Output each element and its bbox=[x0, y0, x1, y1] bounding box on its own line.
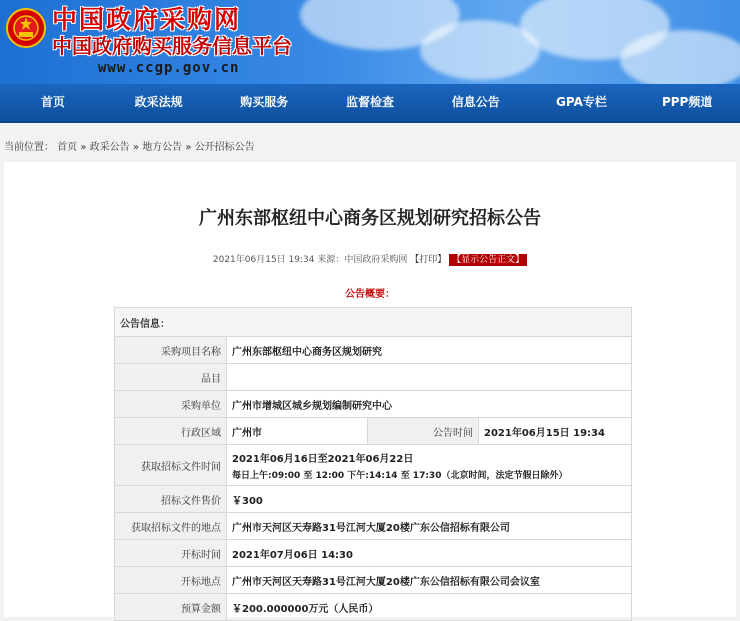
site-url: www.ccgp.gov.cn bbox=[98, 60, 240, 76]
nav-announcements[interactable]: 信息公告 bbox=[451, 95, 500, 109]
field-label: 公告时间 bbox=[368, 418, 479, 445]
field-label: 预算金额 bbox=[115, 594, 227, 621]
breadcrumb-prefix: 当前位置： bbox=[4, 142, 54, 153]
table-row bbox=[115, 445, 632, 486]
print-button[interactable]: 【打印】 bbox=[410, 255, 447, 265]
field-value: 2021年06月15日 19:34 bbox=[479, 418, 632, 445]
field-label: 品目 bbox=[115, 364, 227, 391]
nav-regulations[interactable]: 政采法规 bbox=[134, 95, 183, 109]
field-label: 采购单位 bbox=[115, 391, 227, 418]
field-value: 广州东部枢纽中心商务区规划研究 bbox=[227, 337, 632, 364]
table-row bbox=[115, 594, 632, 621]
page-title: 广州东部枢纽中心商务区规划研究招标公告 bbox=[199, 208, 541, 229]
doc-time-hours: 每日上午:09:00 至 12:00 下午:14:14 至 17:30（北京时间，法定节假日除外） bbox=[232, 470, 568, 481]
field-value bbox=[227, 364, 632, 391]
table-row bbox=[115, 513, 632, 540]
field-value: 广州市增城区城乡规划编制研究中心 bbox=[227, 391, 632, 418]
field-label: 获取招标文件的地点 bbox=[115, 513, 227, 540]
field-value: ￥200.000000万元（人民币） bbox=[227, 594, 632, 621]
nav-supervision[interactable]: 监督检查 bbox=[346, 95, 395, 109]
article-card bbox=[4, 162, 736, 617]
nav-home[interactable]: 首页 bbox=[40, 95, 65, 109]
field-value: 2021年07月06日 14:30 bbox=[227, 540, 632, 567]
table-row bbox=[115, 337, 632, 364]
table-row bbox=[115, 391, 632, 418]
site-subtitle: 中国政府购买服务信息平台 bbox=[52, 34, 292, 58]
field-value: 广州市天河区天寿路31号江河大厦20楼广东公信招标有限公司 bbox=[227, 513, 632, 540]
site-header bbox=[0, 0, 740, 84]
field-label: 开标地点 bbox=[115, 567, 227, 594]
breadcrumb-separator: » bbox=[132, 142, 139, 153]
national-emblem-icon bbox=[6, 8, 46, 48]
table-row bbox=[115, 540, 632, 567]
field-label: 采购项目名称 bbox=[115, 337, 227, 364]
breadcrumb-separator: » bbox=[185, 142, 192, 153]
main-nav bbox=[0, 84, 740, 123]
breadcrumb-open-tender[interactable]: 公开招标公告 bbox=[194, 142, 255, 153]
field-value: ￥300 bbox=[227, 486, 632, 513]
breadcrumb-procurement[interactable]: 政采公告 bbox=[89, 142, 130, 153]
field-value bbox=[227, 445, 632, 486]
info-table-header: 公告信息： bbox=[115, 308, 632, 337]
breadcrumb-home[interactable]: 首页 bbox=[57, 142, 78, 153]
article-meta-text: 2021年06月15日 19:34 来源：中国政府采购网 bbox=[212, 255, 408, 265]
table-row bbox=[115, 364, 632, 391]
breadcrumb-separator: » bbox=[80, 142, 87, 153]
field-value: 广州市天河区天寿路31号江河大厦20楼广东公信招标有限公司会议室 bbox=[227, 567, 632, 594]
field-value: 广州市 bbox=[227, 418, 368, 445]
field-label: 行政区域 bbox=[115, 418, 227, 445]
table-row bbox=[115, 486, 632, 513]
field-label: 获取招标文件时间 bbox=[115, 445, 227, 486]
summary-heading: 公告概要： bbox=[345, 289, 395, 300]
nav-gpa[interactable]: GPA专栏 bbox=[556, 95, 607, 109]
table-row bbox=[115, 567, 632, 594]
nav-purchase-services[interactable]: 购买服务 bbox=[240, 95, 289, 109]
doc-time-range: 2021年06月16日至2021年06月22日 bbox=[232, 453, 414, 465]
field-label: 招标文件售价 bbox=[115, 486, 227, 513]
field-label: 开标时间 bbox=[115, 540, 227, 567]
announcement-info-table bbox=[114, 307, 632, 621]
article-meta bbox=[4, 252, 736, 265]
table-row bbox=[115, 418, 632, 445]
show-full-text-button[interactable]: 【显示公告正文】 bbox=[449, 254, 527, 266]
breadcrumb bbox=[0, 123, 740, 165]
breadcrumb-local[interactable]: 地方公告 bbox=[142, 142, 183, 153]
nav-ppp[interactable]: PPP频道 bbox=[661, 95, 713, 109]
site-title: 中国政府采购网 bbox=[52, 5, 242, 34]
